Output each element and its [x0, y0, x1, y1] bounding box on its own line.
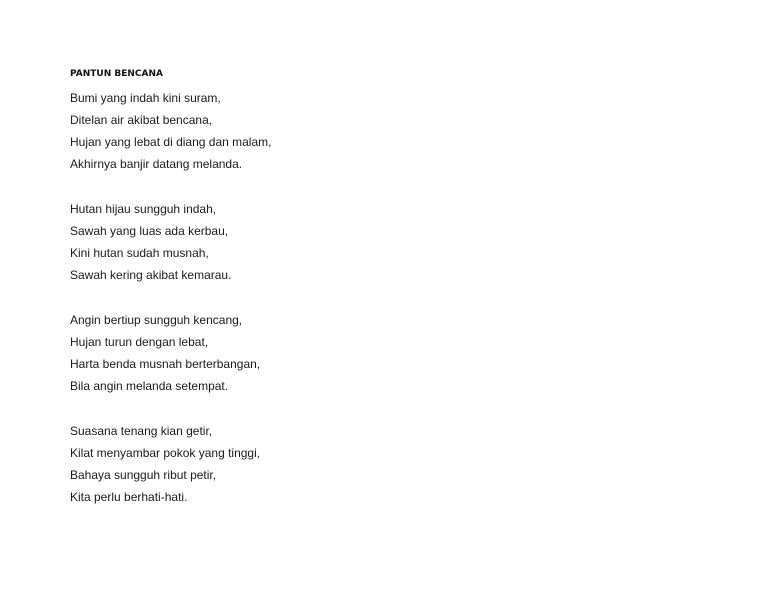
poem-line: Bumi yang indah kini suram,	[70, 91, 221, 105]
poem-line: Akhirnya banjir datang melanda.	[70, 157, 243, 171]
poem-line: Sawah yang luas ada kerbau,	[70, 224, 229, 238]
poem-line: Kita perlu berhati-hati.	[70, 490, 188, 504]
poem-line: Angin bertiup sungguh kencang,	[70, 313, 243, 327]
poem-line: Hujan turun dengan lebat,	[70, 335, 209, 349]
stanza-2	[70, 198, 231, 286]
poem-line: Sawah kering akibat kemarau.	[70, 268, 232, 282]
poem-line: Bahaya sungguh ribut petir,	[70, 468, 217, 482]
poem-line: Kini hutan sudah musnah,	[70, 246, 209, 260]
poem-line: Hujan yang lebat di diang dan malam,	[70, 135, 272, 149]
poem-line: Harta benda musnah berterbangan,	[70, 357, 261, 371]
poem-line: Suasana tenang kian getir,	[70, 424, 213, 438]
poem-line: Hutan hijau sungguh indah,	[70, 202, 217, 216]
poem-line: Bila angin melanda setempat.	[70, 379, 229, 393]
poem-line: Kilat menyambar pokok yang tinggi,	[70, 446, 261, 460]
poem-line: Ditelan air akibat bencana,	[70, 113, 213, 127]
poem-title: PANTUN BENCANA	[70, 69, 163, 79]
stanza-1	[70, 87, 271, 175]
stanza-4	[70, 420, 260, 508]
stanza-3	[70, 309, 260, 397]
